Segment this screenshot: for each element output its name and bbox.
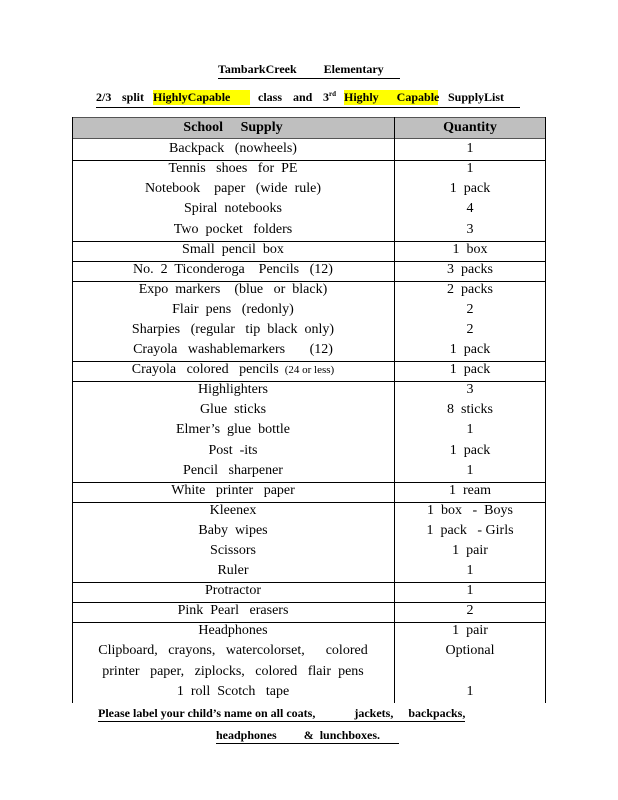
supply-quantity: 8 sticks: [447, 402, 493, 418]
table-row: [72, 240, 546, 260]
supply-item: Small pencil box: [182, 241, 284, 257]
table-row: [72, 481, 546, 501]
row-divider: [72, 160, 546, 161]
supply-item: Headphones: [198, 623, 268, 639]
table-row: [72, 621, 546, 641]
table-row: [72, 199, 546, 219]
supply-quantity: 1 pair: [452, 543, 488, 559]
supply-quantity: 1: [466, 583, 474, 599]
table-row: [72, 159, 546, 179]
table-row: [72, 179, 546, 199]
subtitle-grade: 2/3: [96, 90, 112, 104]
subtitle-supply-list: SupplyList: [448, 90, 505, 104]
table-row: [72, 340, 546, 360]
supply-quantity: 1: [466, 462, 474, 478]
table-row: [72, 400, 546, 420]
table-row: [72, 260, 546, 280]
supply-item: Sharpies (regular tip black only): [131, 321, 335, 337]
supply-quantity: 3: [466, 221, 474, 237]
supply-item: Scissors: [210, 543, 256, 559]
row-divider: [72, 482, 546, 483]
supply-item: White printer paper: [171, 482, 295, 498]
supply-item: Tennis shoes for PE: [168, 161, 298, 177]
column-header-supply: School Supply: [183, 120, 283, 136]
supply-quantity: 1 pack: [449, 342, 491, 358]
table-row: [72, 380, 546, 400]
table-row: [72, 461, 546, 481]
row-divider: [72, 502, 546, 503]
table-row: [72, 360, 546, 380]
supply-table: [72, 117, 546, 702]
supply-item: 1 roll Scotch tape: [176, 683, 290, 699]
supply-quantity: 1 ream: [449, 482, 491, 498]
table-row: [72, 320, 546, 340]
supply-item: Glue sticks: [199, 402, 267, 418]
supply-quantity: 3 packs: [447, 261, 493, 277]
table-row: [72, 501, 546, 521]
table-row: [72, 541, 546, 561]
label-instruction: Please label your child’s name on all coats, jackets, backpacks,: [98, 706, 466, 720]
row-divider: [72, 261, 546, 262]
supply-quantity: 2 packs: [447, 281, 493, 297]
table-row: [72, 420, 546, 440]
row-divider: [72, 361, 546, 362]
supply-item: Expo markers (blue or black): [138, 281, 328, 297]
supply-quantity: 1 pack: [449, 362, 491, 378]
supply-item: Pencil sharpener: [183, 462, 283, 478]
supply-item: Crayola washablemarkers (12): [133, 342, 333, 358]
row-divider: [72, 582, 546, 583]
table-row: [72, 561, 546, 581]
subtitle-highly-capable-1: HighlyCapable: [153, 90, 250, 105]
supply-quantity: 1 pack: [449, 181, 491, 197]
supply-item: Spiral notebooks: [184, 201, 282, 217]
supply-quantity: Optional: [445, 643, 495, 659]
subtitle-and: and: [293, 90, 313, 104]
row-divider: [72, 381, 546, 382]
supply-quantity: 3: [466, 382, 474, 398]
supply-quantity: 2: [466, 603, 474, 619]
supply-item: Baby wipes: [198, 522, 268, 538]
supply-item: No. 2 Ticonderoga Pencils (12): [133, 261, 333, 277]
table-row: [72, 662, 546, 682]
supply-item-note: (24 or less): [284, 364, 335, 377]
row-divider: [72, 602, 546, 603]
row-divider: [72, 241, 546, 242]
supply-item: Notebook paper (wide rule): [144, 181, 322, 197]
supply-item: Highlighters: [198, 382, 268, 398]
subtitle-class: class: [258, 90, 282, 104]
supply-quantity: 4: [466, 201, 474, 217]
supply-item: Flair pens (redonly): [172, 301, 294, 317]
supply-item: Clipboard, crayons, watercolorset, colored: [98, 643, 368, 659]
table-left-border: [72, 117, 73, 703]
table-row: [72, 581, 546, 601]
supply-quantity: 1 pack: [449, 442, 491, 458]
table-row: [72, 280, 546, 300]
table-row: [72, 219, 546, 239]
supply-quantity: 1: [466, 683, 474, 699]
table-column-divider: [394, 117, 395, 703]
table-row: [72, 521, 546, 541]
supply-item: Elmer’s glue bottle: [175, 422, 291, 438]
table-right-border: [545, 117, 546, 703]
supply-item: Backpack (nowheels): [169, 141, 297, 157]
page-subtitle: [96, 90, 520, 108]
supply-item: Kleenex: [209, 502, 257, 518]
table-header: [72, 117, 546, 139]
table-row: [72, 601, 546, 621]
row-divider: [72, 281, 546, 282]
subtitle-highly-capable-2: Highly Capable: [344, 90, 440, 104]
supply-item: Pink Pearl erasers: [177, 603, 289, 619]
label-instruction-continued: headphones & lunchboxes.: [216, 728, 399, 744]
supply-quantity: 1: [466, 563, 474, 579]
supply-quantity: [394, 662, 546, 682]
table-row: [72, 300, 546, 320]
supply-quantity: 2: [466, 321, 474, 337]
supply-quantity: 2: [466, 301, 474, 317]
supply-item: Post -its: [208, 442, 258, 458]
supply-item: printer paper, ziplocks, colored flair pens: [102, 663, 364, 679]
table-row: [72, 641, 546, 661]
table-row: [72, 682, 546, 702]
row-divider: [72, 622, 546, 623]
page-title: TambarkCreek Elementary: [218, 62, 400, 79]
supply-quantity: 1 pair: [452, 623, 488, 639]
supply-quantity: 1 box - Boys: [427, 502, 513, 518]
table-body: [72, 139, 546, 702]
supply-quantity: 1: [466, 141, 474, 157]
subtitle-split: split: [122, 90, 145, 104]
supply-quantity: 1: [466, 422, 474, 438]
supply-quantity: 1: [466, 161, 474, 177]
subtitle-grade-3: 3rd: [323, 90, 336, 104]
supply-quantity: 1 pack - Girls: [426, 522, 514, 538]
table-row: [72, 139, 546, 159]
supply-quantity: 1 box: [452, 241, 488, 257]
supply-item: Protractor: [205, 583, 261, 599]
column-header-quantity: Quantity: [443, 120, 497, 136]
supply-item: Ruler: [217, 563, 249, 579]
supply-item: Crayola colored pencils (24 or less): [131, 362, 335, 378]
table-row: [72, 441, 546, 461]
supply-item: Two pocket folders: [173, 221, 293, 237]
